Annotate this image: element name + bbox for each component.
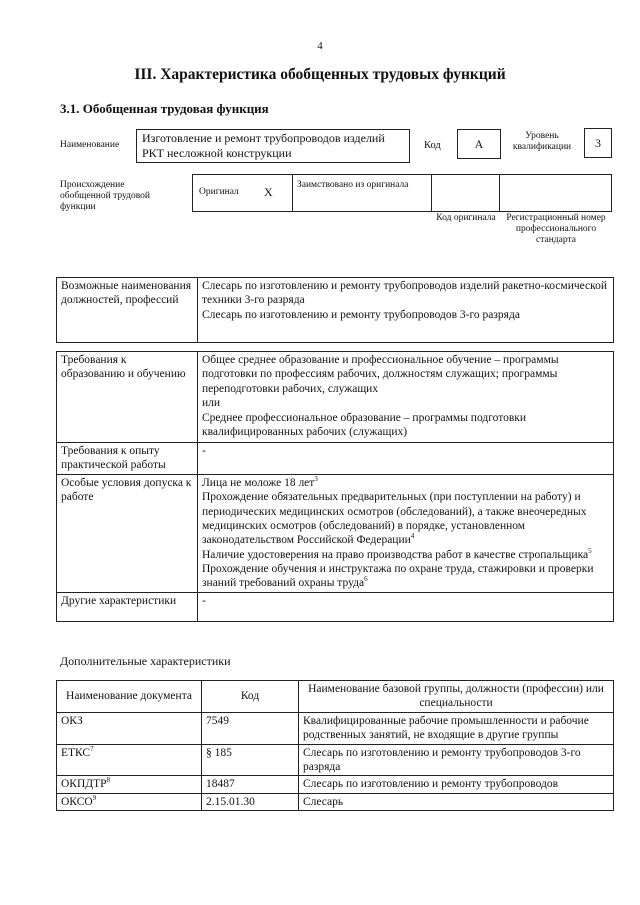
row-code: 2.15.01.30 [202, 793, 299, 810]
other-value: - [198, 592, 614, 621]
table-row [57, 712, 614, 744]
experience-value: - [198, 443, 614, 475]
table-row [57, 278, 614, 343]
positions-values [198, 278, 614, 343]
borrowed-label: Заимствовано из оригинала [297, 180, 409, 190]
code-value: А [457, 129, 501, 159]
table-row [57, 681, 614, 713]
row-name: Слесарь по изготовлению и ремонту трубопроводов 3-го разряда [299, 744, 614, 776]
list-item: Слесарь по изготовлению и ремонту трубопроводов изделий ракетно-космической техники 3-го разряда [202, 280, 608, 307]
table-row [57, 776, 614, 793]
list-item: Среднее профессиональное образование – программы подготовки квалифицированных рабочих (служащих) [202, 411, 527, 438]
table-row [57, 474, 614, 592]
list-item: или [202, 397, 221, 410]
original-mark: X [264, 185, 273, 199]
positions-label: Возможные наименования должностей, профессий [57, 278, 198, 343]
header-document: Наименование документа [57, 681, 202, 713]
table-row [57, 592, 614, 621]
code-original-label: Код оригинала [436, 213, 496, 223]
list-item: Общее среднее образование и профессиональное обучение – программы подготовки по профессиям рабочих, должностям служащих; программы переподготовки рабочих, служащих [202, 354, 559, 395]
row-name: Слесарь по изготовлению и ремонту трубопроводов [299, 776, 614, 793]
conditions-label: Особые условия допуска к работе [57, 474, 198, 592]
origin-label: Происхождение обобщенной трудовой функции [60, 180, 150, 212]
list-item: Слесарь по изготовлению и ремонту трубопроводов 3-го разряда [202, 308, 520, 321]
header-name: Наименование базовой группы, должности (профессии) или специальности [299, 681, 614, 713]
list-item: Прохождение обучения и инструктажа по охране труда, стажировки и проверки знаний требований охраны труда$^6$ [202, 563, 594, 590]
table-row [57, 352, 614, 443]
list-item: Наличие удостоверения на право производства работ в качестве стропальщика$^5$ [202, 546, 592, 561]
section-title: III. Характеристика обобщенных трудовых функций [134, 66, 506, 83]
level-value: 3 [584, 128, 612, 158]
row-code: 18487 [202, 776, 299, 793]
subsection-title: 3.1. Обобщенная трудовая функция [60, 101, 269, 116]
row-doc: ОКПДТР$^8$ [57, 776, 202, 793]
row-name: Квалифицированные рабочие промышленности и рабочие родственных занятий, не входящие в другие группы [299, 712, 614, 744]
requirements-table [56, 351, 614, 622]
education-label: Требования к образованию и обучению [57, 352, 198, 443]
other-label: Другие характеристики [57, 592, 198, 621]
table-row [57, 443, 614, 475]
original-label: Оригинал [199, 187, 239, 197]
level-label: Уровень квалификации [512, 131, 572, 152]
conditions-values [198, 474, 614, 592]
origin-box [192, 174, 612, 212]
row-code: 7549 [202, 712, 299, 744]
additional-title: Дополнительные характеристики [60, 654, 231, 668]
row-doc: ОКЗ [57, 712, 202, 744]
row-code: § 185 [202, 744, 299, 776]
experience-label: Требования к опыту практической работы [57, 443, 198, 475]
row-doc: ОКСО$^9$ [57, 793, 202, 810]
table-row [57, 744, 614, 776]
function-name-value: Изготовление и ремонт трубопроводов изделий РКТ несложной конструкции [142, 131, 385, 160]
list-item: Лица не моложе 18 лет$^3$ [202, 474, 318, 489]
row-name: Слесарь [299, 793, 614, 810]
additional-table [56, 680, 614, 811]
row-doc: ЕТКС$^7$ [57, 744, 202, 776]
table-row [57, 793, 614, 810]
code-label: Код [424, 140, 441, 151]
list-item: Прохождение обязательных предварительных (при поступлении на работу) и периодических медицинских осмотров (обследований), а также внеочередных медицинских осмотров (обследований) в порядке, установленном законодательством Российской Федерации$^4$ [202, 491, 587, 547]
page-number: 4 [317, 40, 323, 52]
header-code: Код [202, 681, 299, 713]
education-values [198, 352, 614, 443]
reg-number-label: Регистрационный номер профессионального стандарта [506, 213, 606, 245]
function-name-box [136, 129, 410, 163]
positions-table [56, 277, 614, 343]
name-label: Наименование [60, 140, 120, 150]
